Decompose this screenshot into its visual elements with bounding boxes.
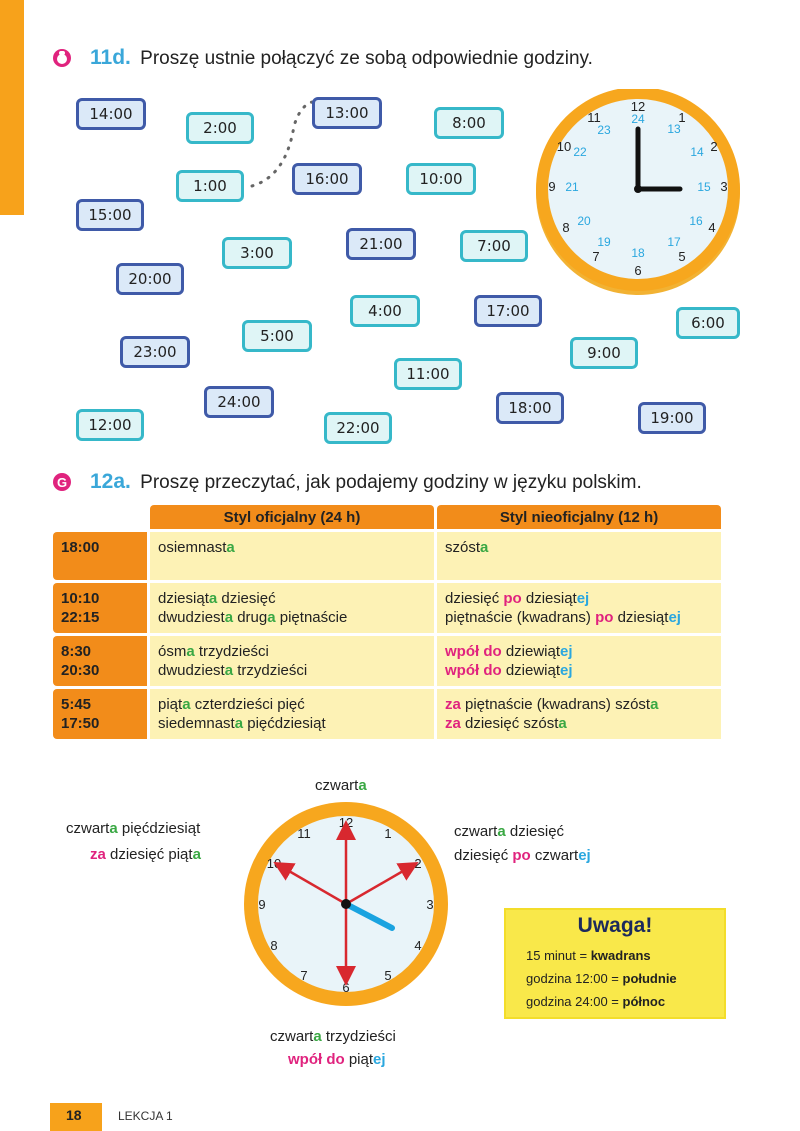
- time-box[interactable]: 19:00: [638, 402, 706, 434]
- clock-num-4: 4: [708, 220, 716, 235]
- clock-num-7: 7: [300, 968, 308, 983]
- clock-num-22: 22: [573, 145, 587, 159]
- page-number: 18: [66, 1107, 82, 1123]
- clock-num-10: 10: [266, 856, 282, 871]
- time-box[interactable]: 12:00: [76, 409, 144, 441]
- clock-num-21: 21: [565, 180, 579, 194]
- time-cell: 18:00: [53, 532, 147, 580]
- clock-num-12: 12: [630, 99, 646, 114]
- clock-num-15: 15: [697, 180, 711, 194]
- clock-num-20: 20: [577, 214, 591, 228]
- clock-num-13: 13: [667, 122, 681, 136]
- unofficial-cell: dziesięć po dziesiątej piętnaście (kwadrans) po dziesiątej: [437, 583, 721, 633]
- clock-num-24: 24: [631, 112, 645, 126]
- note-line: godzina 12:00 = południe: [526, 971, 677, 986]
- label-czwarta-trzydziesci: czwarta trzydzieści: [270, 1028, 396, 1045]
- side-accent-bar: [0, 0, 24, 215]
- time-box[interactable]: 3:00: [222, 237, 292, 269]
- time-box[interactable]: 9:00: [570, 337, 638, 369]
- label-czwarta-dziesiec: czwarta dziesięć: [454, 823, 565, 840]
- unofficial-cell: wpół do dziewiątej wpół do dziewiątej: [437, 636, 721, 686]
- clock-num-18: 18: [631, 246, 645, 260]
- clock-num-16: 16: [689, 214, 703, 228]
- clock-num-11: 11: [297, 826, 311, 841]
- time-box[interactable]: 24:00: [204, 386, 274, 418]
- label-czwarta-piecdziesiat: czwarta pięćdziesiąt: [66, 820, 201, 837]
- clock-num-12: 12: [338, 815, 354, 830]
- clock-num-8: 8: [562, 220, 570, 235]
- table-row: [53, 532, 721, 580]
- time-box[interactable]: 22:00: [324, 412, 392, 444]
- clock-num-1: 1: [678, 110, 686, 125]
- official-cell: osiemnasta: [150, 532, 434, 580]
- clock-num-2: 2: [414, 856, 422, 871]
- time-box[interactable]: 5:00: [242, 320, 312, 352]
- lesson-label: LEKCJA 1: [118, 1109, 173, 1123]
- exercise-number: 12a.: [90, 470, 131, 493]
- label-dziesiec-po-czwartej: dziesięć po czwartej: [454, 847, 591, 864]
- clock-num-10: 10: [556, 139, 572, 154]
- time-box[interactable]: 23:00: [120, 336, 190, 368]
- label-za-dziesiec-piata: za dziesięć piąta: [90, 846, 201, 863]
- clock-num-9: 9: [548, 179, 556, 194]
- clock-num-11: 11: [587, 110, 601, 125]
- time-box[interactable]: 18:00: [496, 392, 564, 424]
- official-cell: piąta czterdzieści pięć siedemnasta pięćdziesiąt: [150, 689, 434, 739]
- clock-num-6: 6: [342, 980, 350, 995]
- note-title: Uwaga!: [577, 914, 653, 937]
- clock-num-19: 19: [597, 235, 611, 249]
- clock-num-17: 17: [667, 235, 681, 249]
- clock-num-3: 3: [720, 179, 728, 194]
- clock-num-5: 5: [384, 968, 392, 983]
- time-box[interactable]: 15:00: [76, 199, 144, 231]
- time-box[interactable]: 16:00: [292, 163, 362, 195]
- official-cell: ósma trzydzieści dwudziesta trzydzieści: [150, 636, 434, 686]
- clock-num-6: 6: [634, 263, 642, 278]
- time-box[interactable]: 8:00: [434, 107, 504, 139]
- table-row: [53, 689, 721, 739]
- clock-num-2: 2: [710, 139, 718, 154]
- time-box[interactable]: 21:00: [346, 228, 416, 260]
- time-cell: 5:45 17:50: [53, 689, 147, 739]
- time-box[interactable]: 2:00: [186, 112, 254, 144]
- header-unofficial: Styl nieoficjalny (12 h): [437, 505, 721, 529]
- clock-24h: [532, 89, 744, 301]
- time-cell: 8:30 20:30: [53, 636, 147, 686]
- table-row: [53, 636, 721, 686]
- exercise-instruction: Proszę przeczytać, jak podajemy godziny w języku polskim.: [140, 472, 642, 493]
- clock-num-5: 5: [678, 249, 686, 264]
- heading-11d: [90, 46, 593, 70]
- clock-num-23: 23: [597, 123, 611, 137]
- time-cell: 10:10 22:15: [53, 583, 147, 633]
- clock-num-9: 9: [258, 897, 266, 912]
- clock-12h: [242, 800, 450, 1008]
- time-styles-table: [50, 502, 724, 742]
- clock-num-7: 7: [592, 249, 600, 264]
- exercise-number: 11d.: [90, 46, 131, 69]
- time-box[interactable]: 10:00: [406, 163, 476, 195]
- label-wpol-do-piatej: wpół do piątej: [288, 1051, 386, 1068]
- time-box[interactable]: 13:00: [312, 97, 382, 129]
- table-row: [53, 583, 721, 633]
- speaking-icon: [52, 48, 72, 68]
- time-box[interactable]: 17:00: [474, 295, 542, 327]
- time-box[interactable]: 20:00: [116, 263, 184, 295]
- svg-text:G: G: [56, 475, 68, 490]
- note-line: 15 minut = kwadrans: [526, 948, 651, 963]
- clock-num-1: 1: [384, 826, 392, 841]
- grammar-icon: [52, 472, 72, 492]
- note-box: [506, 910, 724, 1017]
- clock-num-3: 3: [426, 897, 434, 912]
- note-line: godzina 24:00 = północ: [526, 994, 666, 1009]
- label-czwarta: czwarta: [315, 777, 367, 794]
- time-box[interactable]: 11:00: [394, 358, 462, 390]
- time-box[interactable]: 4:00: [350, 295, 420, 327]
- time-box[interactable]: 6:00: [676, 307, 740, 339]
- time-box[interactable]: 1:00: [176, 170, 244, 202]
- official-cell: dziesiąta dziesięć dwudziesta druga piętnaście: [150, 583, 434, 633]
- time-box[interactable]: 14:00: [76, 98, 146, 130]
- time-box[interactable]: 7:00: [460, 230, 528, 262]
- heading-12a: [90, 470, 642, 494]
- unofficial-cell: za piętnaście (kwadrans) szósta za dziesięć szósta: [437, 689, 721, 739]
- clock-num-8: 8: [270, 938, 278, 953]
- clock-num-4: 4: [414, 938, 422, 953]
- unofficial-cell: szósta: [437, 532, 721, 580]
- header-official: Styl oficjalny (24 h): [150, 505, 434, 529]
- table-corner: [53, 505, 147, 529]
- exercise-instruction: Proszę ustnie połączyć ze sobą odpowiednie godziny.: [140, 48, 593, 69]
- clock-num-14: 14: [690, 145, 704, 159]
